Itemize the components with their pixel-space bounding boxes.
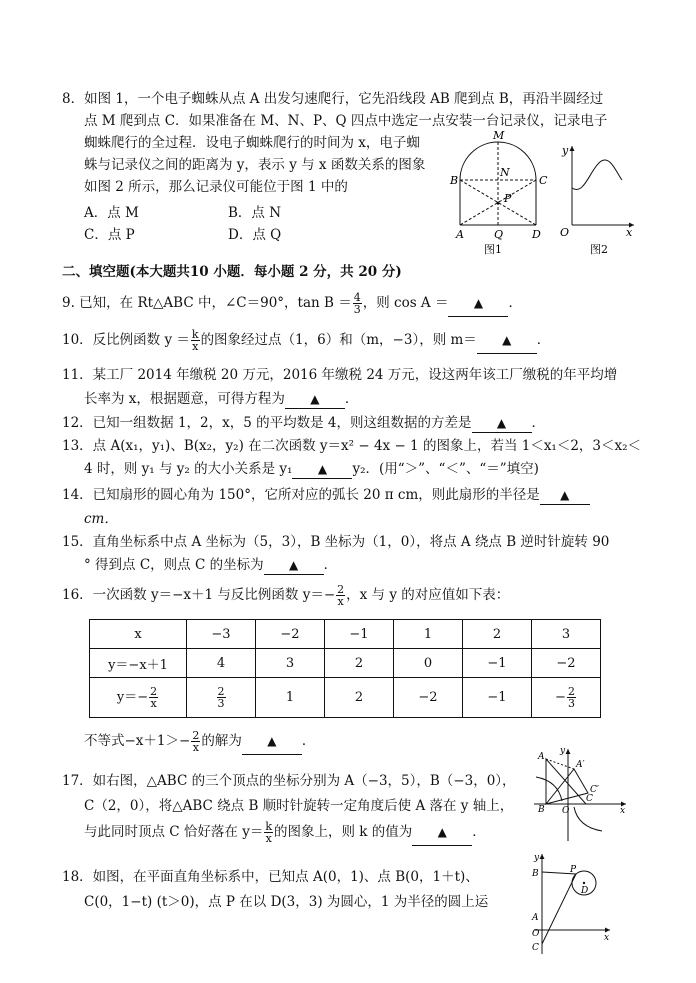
q17-line1: 17．如右图，△ABC 的三个顶点的坐标分别为 A（−3，5），B（−3，0）， <box>62 773 516 789</box>
fig1-label-d: D <box>532 228 541 241</box>
q18-label-d: D <box>581 886 589 896</box>
figure-1 <box>448 128 552 258</box>
q9-answer-blank[interactable]: ▲ <box>448 290 508 317</box>
q12-answer-blank[interactable]: ▲ <box>472 414 532 433</box>
fig1-label-b: B <box>450 174 459 187</box>
table-row <box>90 649 601 678</box>
fig1-label-n: N <box>500 166 510 179</box>
table-cell: 3 <box>256 649 325 678</box>
table-cell: 4 <box>187 649 256 678</box>
q12: 12．已知一组数据 1，2，x，5 的平均数是 4，则这组数据的方差是 ▲ ． <box>62 415 546 431</box>
q8-option-c: C．点 P <box>84 227 135 243</box>
table-cell: 2 <box>325 649 394 678</box>
q17-figure <box>530 745 630 845</box>
q18-label-y: y <box>534 853 540 863</box>
q11-answer-blank[interactable]: ▲ <box>285 390 345 409</box>
fig1-label-p: P <box>504 192 512 205</box>
table-cell: −1 <box>325 620 394 649</box>
q17-label-c: C <box>586 794 593 804</box>
q8-line1: 8．如图 1，一个电子蜘蛛从点 A 出发匀速爬行，它先沿线段 AB 爬到点 B，再沿半圆经过 <box>62 91 604 107</box>
table-row <box>90 620 601 649</box>
table-cell: y＝−x＋1 <box>90 649 187 678</box>
fig1-label-a: A <box>456 228 464 241</box>
table-row <box>90 678 601 718</box>
q18-line1: 18．如图，在平面直角坐标系中，已知点 A(0，1)、点 B(0，1＋t)、 <box>62 869 479 885</box>
q8-line3: 蜘蛛爬行的全过程．设电子蜘蛛爬行的时间为 x，电子蜘 <box>84 135 420 151</box>
q16: 16．一次函数 y＝−x＋1 与反比例函数 y＝− $\frac{2}{x}$ ，x 与 y 的对应值如下表： <box>62 583 510 608</box>
q17-label-x: x <box>620 806 626 816</box>
q15-line1: 15．直角坐标系中点 A 坐标为（5，3），B 坐标为（1，0），将点 A 绕点 B 逆时针旋转 90 <box>62 534 610 550</box>
q9: 9. 已知，在 Rt△ABC 中，∠C＝90°，tan B ＝ $\frac{4}{3}$ ，则 cos A ＝ ▲ ． <box>62 291 522 316</box>
q10: 10．反比例函数 y ＝ $\frac{k}{x}$ 的图象经过点（1，6）和（m，−3），则 m＝ ▲ ． <box>62 328 551 353</box>
q8-option-a: A．点 M <box>84 205 139 221</box>
q14-line1: 14．已知扇形的圆心角为 150°，它所对应的弧长 20 π cm，则此扇形的半径是 ▲ <box>62 486 590 505</box>
fig2-caption: 图2 <box>590 243 608 256</box>
table-cell: 3 <box>532 620 601 649</box>
q17-label-c-prime: C′ <box>590 785 599 795</box>
table-cell: −3 <box>187 620 256 649</box>
q17-line2: C（2，0），将△ABC 绕点 B 顺时针旋转一定角度后使 A 落在 y 轴上， <box>84 798 514 814</box>
q18-label-x: x <box>604 933 610 943</box>
table-cell: −2 <box>532 649 601 678</box>
q8-line4: 蛛与记录仪之间的距离为 y，表示 y 与 x 函数关系的图象 <box>84 157 426 173</box>
q17-label-o: O <box>562 806 570 816</box>
table-cell: −1 <box>463 678 532 718</box>
fig2-label-o: O <box>560 226 570 239</box>
q17-label-b: B <box>538 805 545 815</box>
q18-label-o: O <box>532 929 540 939</box>
fig1-label-m: M <box>493 129 505 142</box>
table-cell: −2 <box>394 678 463 718</box>
table-cell: −2 <box>256 620 325 649</box>
table-cell: − $\frac{2}{3}$ <box>532 678 601 718</box>
fig1-label-c: C <box>539 174 548 187</box>
q8-line5: 如图 2 所示，那么记录仪可能位于图 1 中的 <box>84 179 348 195</box>
q18-line2: C(0，1−t) (t＞0)，点 P 在以 D(3，3) 为圆心，1 为半径的圆上运 <box>84 894 489 910</box>
q18-label-a: A <box>532 913 539 923</box>
figure-2 <box>558 140 638 258</box>
q13-line1: 13．点 A(x₁，y₁)、B(x₂，y₂) 在二次函数 y＝x² − 4x − 1 的图象上，若当 1＜x₁＜2，3＜x₂＜ <box>62 438 642 454</box>
q11-line1: 11．某工厂 2014 年缴税 20 万元，2016 年缴税 24 万元，设这两年该工厂缴税的年平均增 <box>62 367 618 383</box>
table-cell: x <box>90 620 187 649</box>
q10-answer-blank[interactable]: ▲ <box>477 327 537 354</box>
fig2-label-y: y <box>562 144 569 157</box>
q16-answer-blank[interactable]: ▲ <box>242 728 302 755</box>
q17-label-a: A <box>538 752 545 762</box>
table-cell: $\frac{2}{3}$ <box>187 678 256 718</box>
table-cell: −1 <box>463 649 532 678</box>
q11-line2: 长率为 x，根据题意，可得方程为 ▲ ． <box>84 391 359 407</box>
q16-inequality: 不等式−x＋1＞− $\frac{2}{x}$ 的解为 ▲ ． <box>84 729 316 754</box>
value-table <box>89 619 601 718</box>
q18-figure <box>524 850 614 960</box>
table-cell: 2 <box>325 678 394 718</box>
fig1-label-q: Q <box>494 228 504 241</box>
q13-answer-blank[interactable]: ▲ <box>292 460 352 479</box>
table-cell: 2 <box>463 620 532 649</box>
q15-answer-blank[interactable]: ▲ <box>264 556 324 575</box>
fig2-label-x: x <box>626 226 633 239</box>
q17-label-a-prime: A′ <box>576 760 585 770</box>
q17-line3: 与此同时顶点 C 恰好落在 y＝ $\frac{k}{x}$ 的图象上，则 k 的值为 ▲ ． <box>84 820 486 845</box>
q18-label-b: B <box>532 869 539 879</box>
q8-option-d: D．点 Q <box>228 227 282 243</box>
q14-line2: cm． <box>84 511 118 527</box>
q17-answer-blank[interactable]: ▲ <box>412 819 472 846</box>
q18-label-c: C <box>532 943 539 953</box>
table-cell: 0 <box>394 649 463 678</box>
q8-option-b: B．点 N <box>228 205 282 221</box>
q15-line2: ° 得到点 C，则点 C 的坐标为 ▲ ． <box>84 557 338 573</box>
table-cell: y＝− $\frac{2}{x}$ <box>90 678 187 718</box>
q8-line2: 点 M 爬到点 C．如果准备在 M、N、P、Q 四点中选定一点安装一台记录仪，记录电子 <box>84 113 608 129</box>
fig1-caption: 图1 <box>484 243 502 256</box>
table-cell: 1 <box>256 678 325 718</box>
section-2-heading: 二、填空题(本大题共10 小题．每小题 2 分，共 20 分) <box>62 264 402 280</box>
q18-label-p: P <box>570 865 577 875</box>
q13-line2: 4 时，则 y₁ 与 y₂ 的大小关系是 y₁ ▲ y₂．(用“＞”、“＜”、“＝”填空) <box>84 461 539 477</box>
q17-label-y: y <box>560 746 566 756</box>
q14-answer-blank[interactable]: ▲ <box>540 486 590 505</box>
table-cell: 1 <box>394 620 463 649</box>
